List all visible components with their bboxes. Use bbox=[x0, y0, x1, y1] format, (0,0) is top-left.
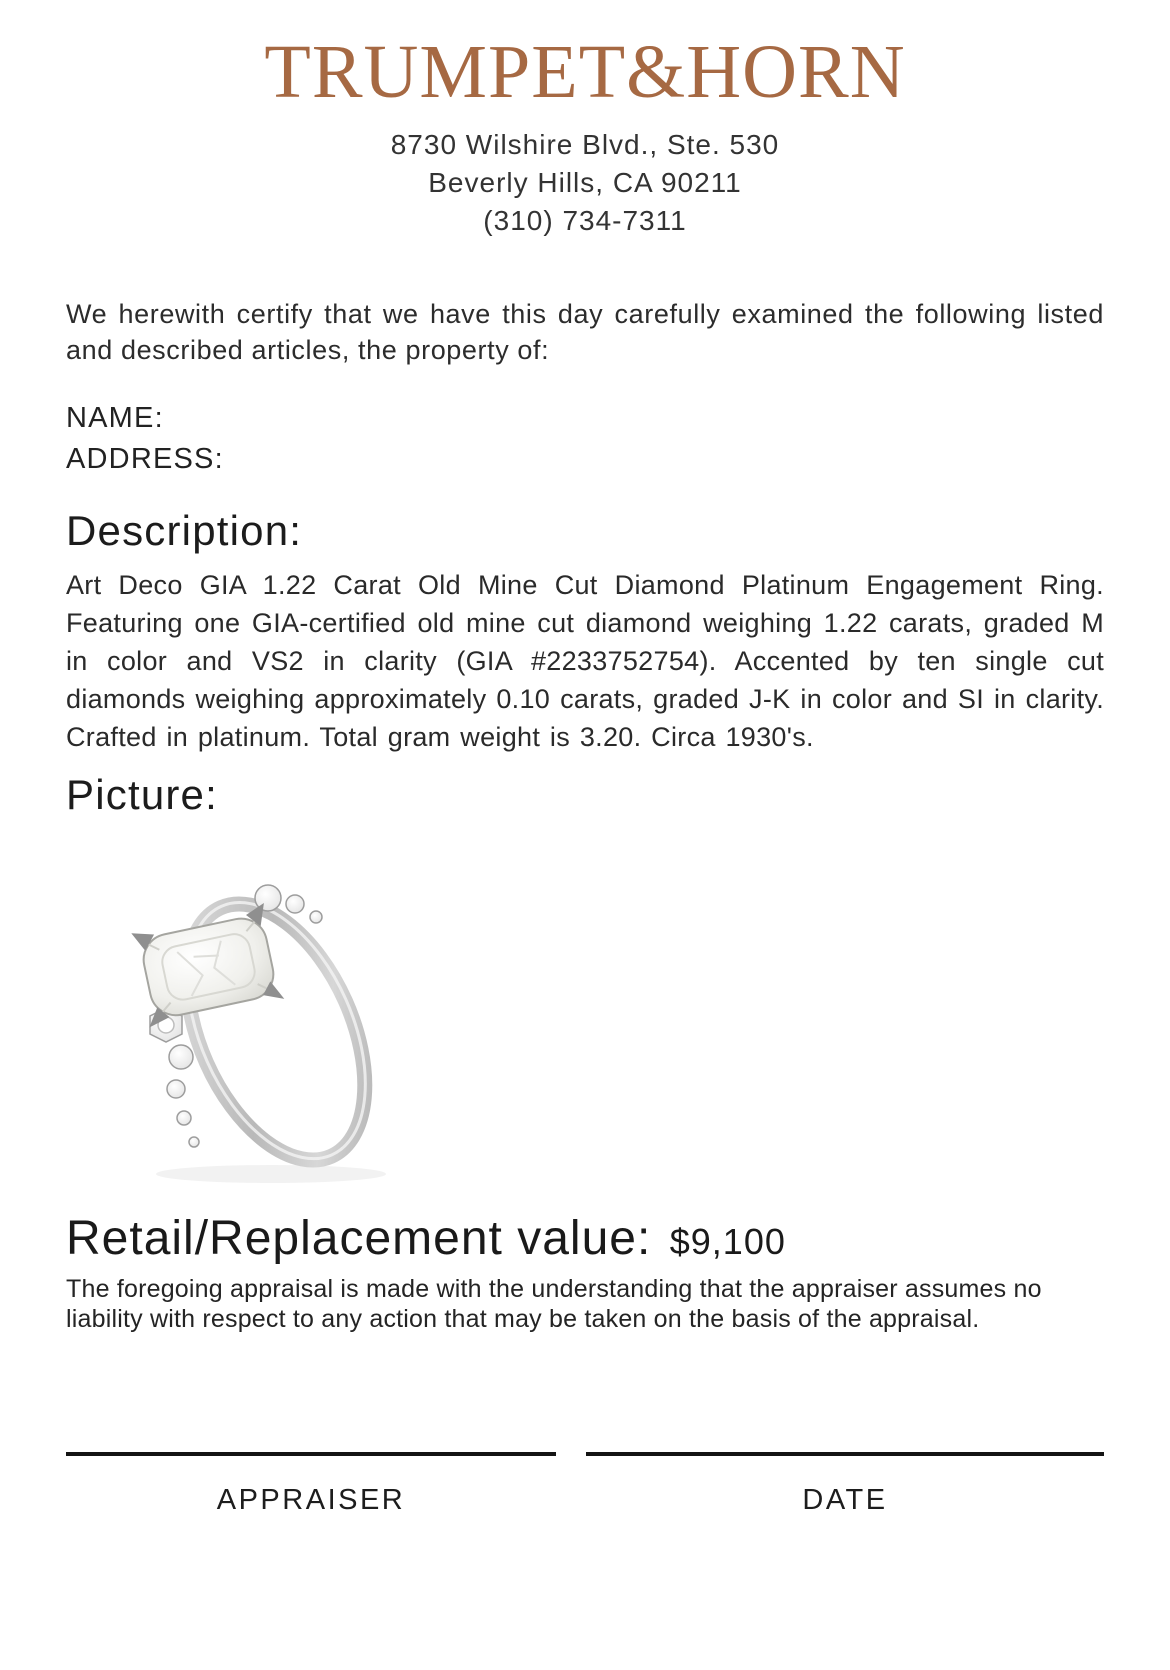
appraiser-signature-line bbox=[66, 1452, 556, 1456]
document-body bbox=[66, 296, 1104, 1517]
ring-shadow bbox=[156, 1165, 386, 1183]
date-signature-column bbox=[586, 1452, 1104, 1517]
address-line-2: Beverly Hills, CA 90211 bbox=[428, 167, 742, 198]
date-signature-line bbox=[586, 1452, 1104, 1456]
valuation-line bbox=[66, 1211, 1104, 1266]
brand-address bbox=[0, 126, 1170, 240]
date-label: DATE bbox=[802, 1484, 888, 1517]
valuation-disclaimer: The foregoing appraisal is made with the understanding that the appraiser assumes no liability with respect to any action that may be taken on the basis of the appraisal. bbox=[66, 1275, 1042, 1334]
address-line-1: 8730 Wilshire Blvd., Ste. 530 bbox=[390, 129, 780, 160]
description-heading: Description: bbox=[66, 507, 303, 554]
certification-statement: We herewith certify that we have this day carefully examined the following listed and described articles, the property of: bbox=[66, 299, 1104, 365]
owner-address-label: ADDRESS: bbox=[66, 443, 224, 475]
picture-heading: Picture: bbox=[66, 771, 218, 819]
owner-name-label: NAME: bbox=[66, 402, 164, 434]
appraiser-label: APPRAISER bbox=[216, 1484, 406, 1517]
owner-block bbox=[66, 398, 1104, 480]
signature-area bbox=[66, 1452, 1104, 1517]
appraiser-signature-column bbox=[66, 1452, 556, 1517]
ring-band bbox=[151, 876, 401, 1185]
phone-number: (310) 734-7311 bbox=[483, 205, 687, 236]
brand-logo: TRUMPET&HORN bbox=[264, 30, 906, 114]
document-header bbox=[0, 0, 1170, 240]
valuation-amount: $9,100 bbox=[669, 1221, 786, 1263]
valuation-heading: Retail/Replacement value: bbox=[66, 1212, 652, 1266]
ring-photo bbox=[126, 854, 426, 1184]
description-text: Art Deco GIA 1.22 Carat Old Mine Cut Diamond Platinum Engagement Ring. Featuring one GIA-certified old mine cut diamond weighing 1.22 carats, graded M in color and VS2 in clarity (GIA #2233752754). Accented by ten single cut diamonds weighing approximately 0.10 carats, graded J-K in color and SI in clarity. Crafted in platinum. Total gram weight is 3.20. Circa 1930's. bbox=[66, 570, 1104, 753]
